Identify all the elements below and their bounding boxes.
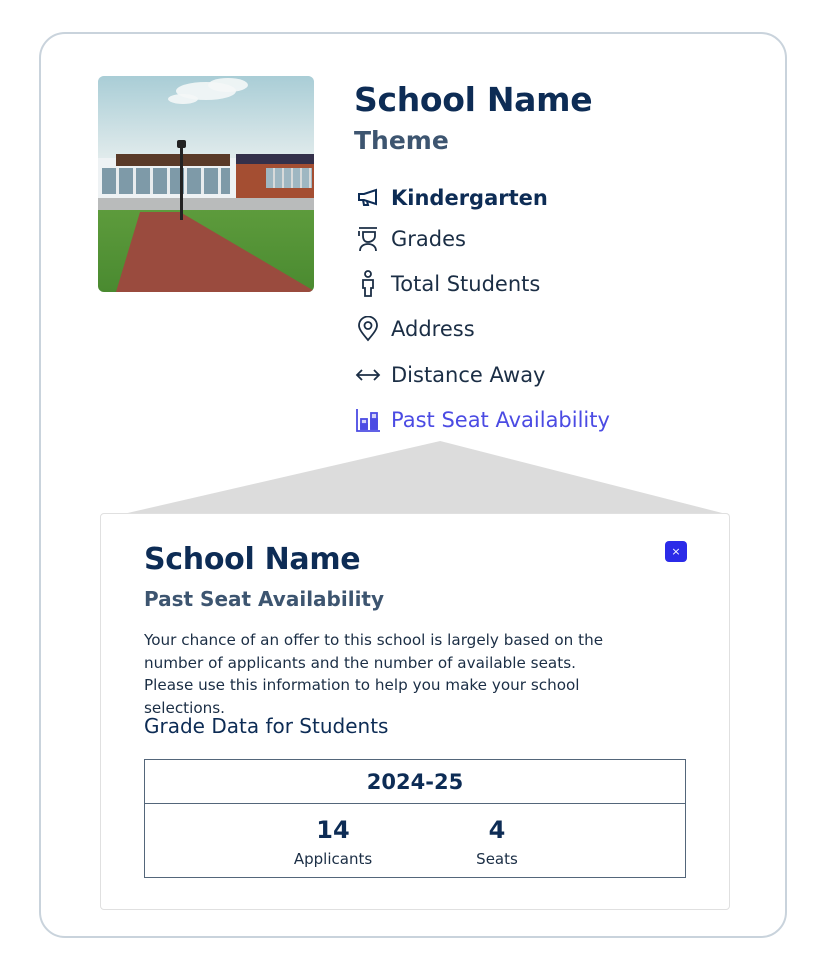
close-button[interactable] — [665, 541, 687, 562]
grade-data-heading: Grade Data for Students — [144, 714, 389, 738]
student-icon — [354, 226, 382, 252]
popover-subtitle: Past Seat Availability — [144, 587, 385, 611]
seat-availability-popover — [100, 513, 730, 910]
info-label: Distance Away — [391, 363, 546, 387]
school-photo — [98, 76, 314, 292]
applicants-value: 14 — [316, 816, 350, 844]
close-icon: × — [671, 545, 681, 558]
stat-applicants — [263, 816, 403, 868]
arrows-horizontal-icon — [354, 362, 382, 388]
applicants-label: Applicants — [293, 850, 373, 868]
info-label: Address — [391, 317, 475, 341]
stat-seats — [427, 816, 567, 868]
info-grades — [354, 226, 466, 252]
info-distance — [354, 362, 546, 388]
popover-title: School Name — [144, 542, 361, 577]
info-label: Past Seat Availability — [391, 408, 610, 432]
info-kindergarten — [354, 185, 548, 211]
seats-value: 4 — [488, 816, 506, 844]
info-address — [354, 316, 475, 342]
map-pin-icon — [354, 316, 382, 342]
megaphone-icon — [354, 185, 382, 211]
school-theme: Theme — [354, 126, 449, 155]
school-name: School Name — [354, 80, 593, 119]
bar-chart-icon — [354, 407, 382, 433]
popover-description: Your chance of an offer to this school is largely based on the number of applicants and the number of available seats. Please use this information to help you make your school selections. — [144, 631, 604, 717]
info-label: Total Students — [391, 272, 541, 296]
info-label: Grades — [391, 227, 466, 251]
year-header: 2024-25 — [145, 760, 685, 804]
past-seat-availability-link[interactable] — [354, 407, 610, 433]
info-label: Kindergarten — [391, 186, 548, 210]
person-icon — [354, 271, 382, 297]
info-total-students — [354, 271, 540, 297]
grade-data-table — [144, 759, 686, 878]
seats-label: Seats — [476, 850, 518, 868]
